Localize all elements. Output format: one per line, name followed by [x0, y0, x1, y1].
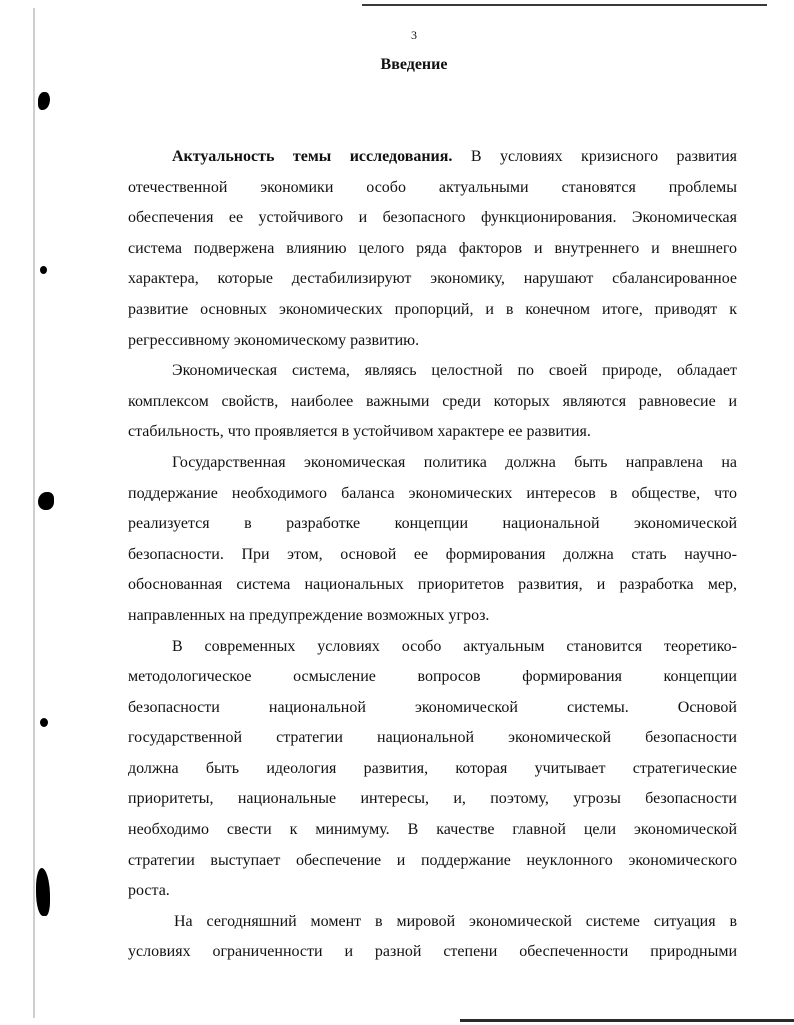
paragraph-policy	[128, 448, 737, 632]
scan-artifact-blot	[40, 718, 48, 727]
text-line: комплексом свойств, наиболее важными среди которых являются равновесие и	[128, 392, 737, 410]
text-line: На сегодняшний момент в мировой экономической системе ситуация в	[174, 912, 737, 930]
document-body	[128, 142, 737, 968]
scan-artifact-blot	[38, 492, 54, 510]
scan-artifact-bottom-line	[460, 1019, 794, 1022]
paragraph-current-moment	[128, 907, 737, 968]
text-line: стабильность, что проявляется в устойчивом характере ее развития.	[128, 423, 591, 441]
scan-artifact-left-edge	[33, 8, 35, 1018]
text-line: Экономическая система, являясь целостной по своей природе, обладает	[172, 362, 737, 380]
scan-artifact-blot	[40, 266, 47, 274]
text-line: роста.	[128, 882, 170, 900]
text-line: регрессивному экономическому развитию.	[128, 331, 420, 349]
scan-artifact-blot	[36, 868, 50, 916]
text-line: система подвержена влиянию целого ряда факторов и внутреннего и внешнего	[128, 239, 737, 257]
text-line: безопасности национальной экономической системы. Основой	[128, 698, 737, 716]
paragraph-modern-conditions	[128, 632, 737, 907]
text-line: обоснованная система национальных приоритетов развития, и разработка мер,	[128, 576, 737, 594]
text-line: государственной стратегии национальной экономической безопасности	[128, 729, 737, 747]
text-line: условиях ограниченности и разной степени обеспеченности природными	[128, 943, 737, 961]
text-line: Государственная экономическая политика должна быть направлена на	[172, 453, 737, 471]
text-line: методологическое осмысление вопросов формирования концепции	[128, 668, 737, 686]
text-line: реализуется в разработке концепции национальной экономической	[128, 515, 737, 533]
text-line: обеспечения ее устойчивого и безопасного функционирования. Экономическая	[128, 209, 737, 227]
text-line: поддержание необходимого баланса экономических интересов в обществе, что	[128, 484, 737, 502]
paragraph-system	[128, 356, 737, 448]
scan-artifact-top-line	[362, 4, 767, 6]
text-line: В современных условиях особо актуальным становится теоретико-	[172, 637, 737, 655]
text-line: Актуальность темы исследования. В условиях кризисного развития	[172, 148, 737, 165]
text-line: характера, которые дестабилизируют экономику, нарушают сбалансированное	[128, 270, 737, 288]
text-line: приоритеты, национальные интересы, и, поэтому, угрозы безопасности	[128, 790, 737, 808]
text-line: необходимо свести к минимуму. В качестве главной цели экономической	[128, 821, 737, 839]
text-line: должна быть идеология развития, которая учитывает стратегические	[128, 759, 737, 777]
paragraph-relevance	[128, 142, 737, 356]
text-line: направленных на предупреждение возможных угроз.	[128, 606, 490, 624]
section-heading: Введение	[380, 56, 448, 73]
relevance-lead: Актуальность темы исследования.	[172, 148, 453, 165]
text-line: отечественной экономики особо актуальными становятся проблемы	[128, 178, 737, 196]
page-number: 3	[411, 28, 417, 42]
text-line: развитие основных экономических пропорций, и в конечном итоге, приводят к	[128, 300, 737, 318]
text-line: стратегии выступает обеспечение и поддержание неуклонного экономического	[128, 851, 737, 869]
scan-artifact-blot	[38, 92, 50, 110]
text-line: безопасности. При этом, основой ее формирования должна стать научно-	[128, 545, 737, 563]
